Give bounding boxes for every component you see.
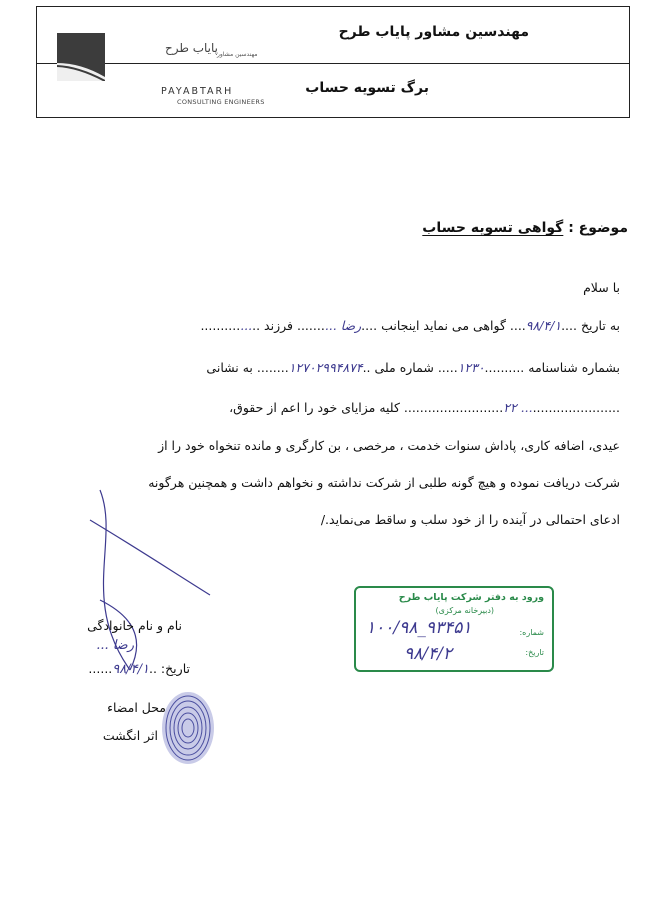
line2-id: ۱۲۳۰ — [457, 360, 485, 375]
company-title: مهندسین مشاور پایاب طرح — [338, 24, 529, 40]
subject-label: موضوع : — [568, 220, 628, 236]
fingerprint-icon — [158, 688, 218, 768]
date-value: ۹۸/۴/۱ — [112, 662, 149, 677]
subject-text: گواهی تسویه حساب — [422, 220, 564, 236]
body-line-3: ......................... ۲۲......................... کلیه مزایای خود را اعم از حقوق، — [229, 400, 620, 415]
body-line-5: شرکت دریافت نموده و هیچ گونه طلبی از شرکت نداشته و نخواهم داشت و همچنین هرگونه — [148, 475, 620, 490]
line1-name: رضا ... — [324, 318, 362, 333]
signature-scribble-icon — [60, 480, 220, 680]
line1-father: ... — [240, 318, 253, 333]
date-label: تاریخ: — [160, 661, 190, 676]
logo-en-name: PAYABTARH — [161, 86, 234, 97]
greeting: با سلام — [583, 280, 620, 295]
body-line-4: عیدی، اضافه کاری، پاداش سنوات خدمت ، مرخصی ، بن کارگری و مانده تنخواه خود را از — [158, 438, 620, 453]
stamp-title: ورود به دفتر شرکت پایاب طرح — [398, 592, 544, 603]
logo-en-sub: CONSULTING ENGINEERS — [177, 98, 265, 106]
line2-prefix: بشماره شناسنامه — [528, 360, 620, 375]
line1-date: ۹۸/۴/۱ — [525, 318, 562, 333]
sign-date-line: تاریخ: ..۹۸/۴/۱...... — [88, 661, 190, 677]
stamp-number-label: شماره: — [519, 628, 544, 637]
letterhead-divider — [37, 63, 629, 64]
stamp-date-value: ۹۸/۴/۲ — [404, 644, 452, 664]
logo-fa-name: پایاب طرح — [165, 41, 219, 55]
body-line-2: بشماره شناسنامه ..........۱۲۳۰..... شماره ملی ..۱۲۷۰۲۹۹۴۸۷۴........ به نشانی — [206, 360, 620, 375]
subject-line — [422, 220, 628, 236]
letterhead — [36, 6, 630, 118]
line2-suffix: به نشانی — [206, 360, 253, 375]
registration-stamp — [354, 586, 554, 672]
logo-fa-small: مهندسین مشاور — [217, 51, 258, 58]
form-title: برگ تسویه حساب — [305, 80, 429, 96]
stamp-date-label: تاریخ: — [525, 648, 544, 657]
stamp-subtitle: (دبیرخانه مرکزی) — [435, 606, 494, 615]
line1-mid: گواهی می نماید اینجانب — [381, 318, 506, 333]
line2-mid: شماره ملی — [374, 360, 434, 375]
line2-national: ۱۲۷۰۲۹۹۴۸۷۴ — [288, 360, 363, 375]
line3-suffix: کلیه مزایای خود را اعم از حقوق، — [229, 400, 400, 415]
line1-prefix: به تاریخ — [580, 318, 620, 333]
body-line-6: ادعای احتمالی در آینده را از خود سلب و ساقط می‌نماید./ — [320, 512, 620, 527]
stamp-number-value: ۱۰۰/۹۸_۹۳۴۵۱ — [366, 618, 472, 638]
line1-child: فرزند — [264, 318, 293, 333]
sign-label: محل امضاء — [107, 700, 166, 715]
logo-mark-icon — [57, 33, 105, 81]
body-line-1: به تاریخ ....۹۸/۴/۱.... گواهی می نماید اینجانب ....رضا .......... فرزند ............... — [200, 318, 620, 333]
line3-address: ... ۲۲ — [503, 400, 533, 415]
finger-label: اثر انگشت — [102, 728, 158, 743]
name-value: رضا ... — [96, 638, 134, 653]
name-label: نام و نام خانوادگی — [87, 618, 182, 633]
